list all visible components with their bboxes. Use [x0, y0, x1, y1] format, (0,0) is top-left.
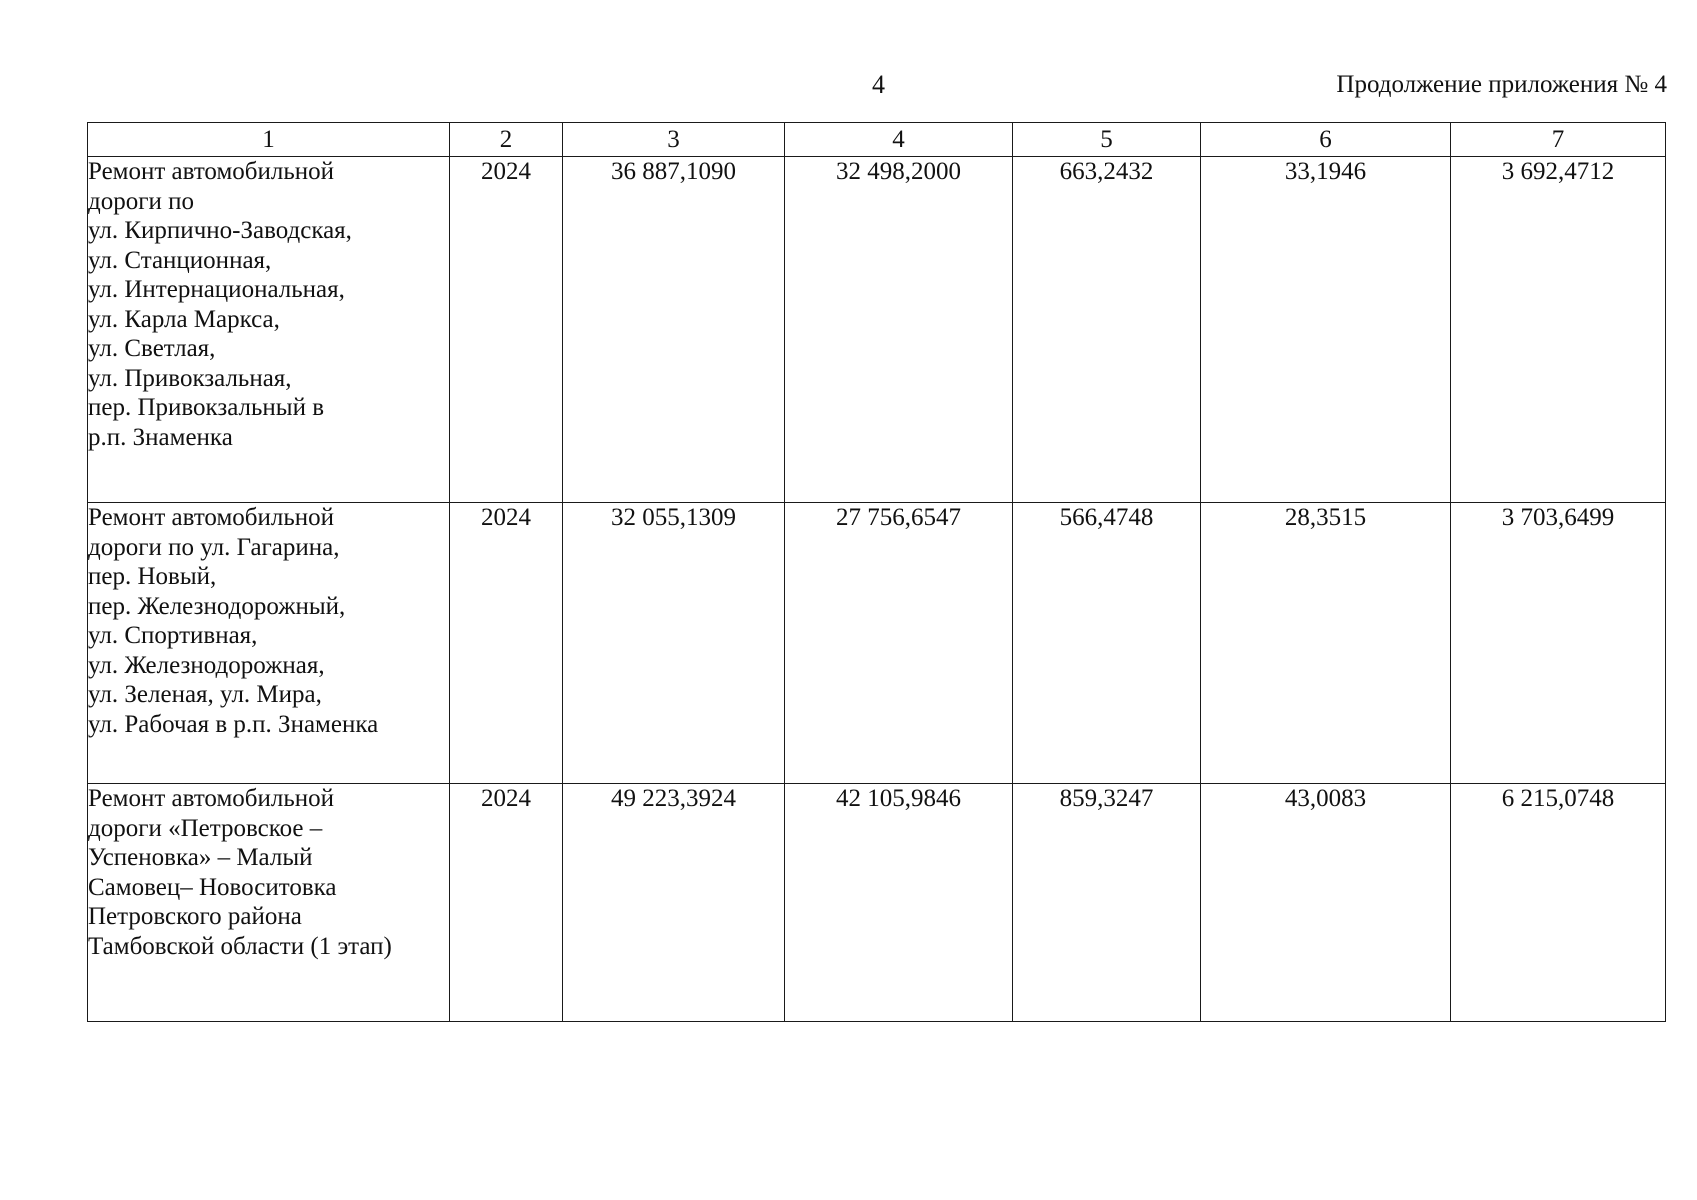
value-cell-col4: 27 756,6547	[785, 503, 1013, 784]
road-name-line: ул. Железнодорожная,	[88, 651, 325, 679]
column-header-3: 3	[563, 123, 785, 157]
column-header-1: 1	[88, 123, 450, 157]
road-name-line: Ремонт автомобильной	[88, 158, 334, 185]
road-name-line: ул. Интернациональная,	[88, 276, 345, 303]
road-name-line: ул. Карла Маркса,	[88, 305, 280, 333]
table-row	[88, 157, 1666, 503]
road-name-line: Успеновка» – Малый	[88, 844, 313, 871]
year-cell: 2024	[450, 157, 563, 503]
road-name-line: дороги по ул. Гагарина,	[88, 533, 340, 561]
appendix-continuation-label: Продолжение приложения № 4	[1336, 71, 1667, 98]
value-cell-col3: 36 887,1090	[563, 157, 785, 503]
road-name-line: ул. Станционная,	[88, 246, 272, 274]
road-name-line: Самовец– Новоситовка	[88, 873, 337, 901]
road-name-line: Тамбовской области (1 этап)	[88, 932, 392, 960]
column-header-2: 2	[450, 123, 563, 157]
value-cell-col7: 6 215,0748	[1451, 784, 1666, 1022]
road-name-line: р.п. Знаменка	[88, 423, 233, 451]
road-name-line: ул. Светлая,	[88, 335, 216, 362]
road-name-line: пер. Железнодорожный,	[88, 592, 346, 620]
value-cell-col6: 28,3515	[1201, 503, 1451, 784]
column-header-7: 7	[1451, 123, 1666, 157]
road-name-line: пер. Новый,	[88, 563, 217, 590]
road-name-line: ул. Спортивная,	[88, 622, 258, 649]
value-cell-col7: 3 703,6499	[1451, 503, 1666, 784]
value-cell-col5: 566,4748	[1013, 503, 1201, 784]
road-name-line: ул. Кирпично-Заводская,	[88, 217, 352, 244]
road-name-line: пер. Привокзальный в	[88, 394, 325, 421]
value-cell-col5: 859,3247	[1013, 784, 1201, 1022]
road-name-line: Ремонт автомобильной	[88, 504, 334, 531]
value-cell-col3: 32 055,1309	[563, 503, 785, 784]
value-cell-col4: 42 105,9846	[785, 784, 1013, 1022]
table-row	[88, 784, 1666, 1022]
appendix-table	[87, 122, 1666, 1022]
page-number: 4	[872, 70, 885, 99]
road-name-line: дороги по	[88, 187, 194, 215]
value-cell-col7: 3 692,4712	[1451, 157, 1666, 503]
road-name-cell	[88, 503, 450, 784]
table-header-row	[88, 123, 1666, 157]
value-cell-col6: 43,0083	[1201, 784, 1451, 1022]
road-name-line: дороги «Петровское –	[88, 814, 323, 842]
value-cell-col4: 32 498,2000	[785, 157, 1013, 503]
value-cell-col6: 33,1946	[1201, 157, 1451, 503]
road-name-line: ул. Привокзальная,	[88, 364, 292, 392]
value-cell-col3: 49 223,3924	[563, 784, 785, 1022]
road-name-line: Петровского района	[88, 903, 302, 930]
road-name-line: ул. Зеленая, ул. Мира,	[88, 681, 322, 708]
table-row	[88, 503, 1666, 784]
road-name-line: ул. Рабочая в р.п. Знаменка	[88, 710, 379, 738]
year-cell: 2024	[450, 503, 563, 784]
column-header-6: 6	[1201, 123, 1451, 157]
year-cell: 2024	[450, 784, 563, 1022]
road-name-cell	[88, 784, 450, 1022]
road-name-cell	[88, 157, 450, 503]
road-name-line: Ремонт автомобильной	[88, 785, 334, 812]
value-cell-col5: 663,2432	[1013, 157, 1201, 503]
column-header-4: 4	[785, 123, 1013, 157]
column-header-5: 5	[1013, 123, 1201, 157]
